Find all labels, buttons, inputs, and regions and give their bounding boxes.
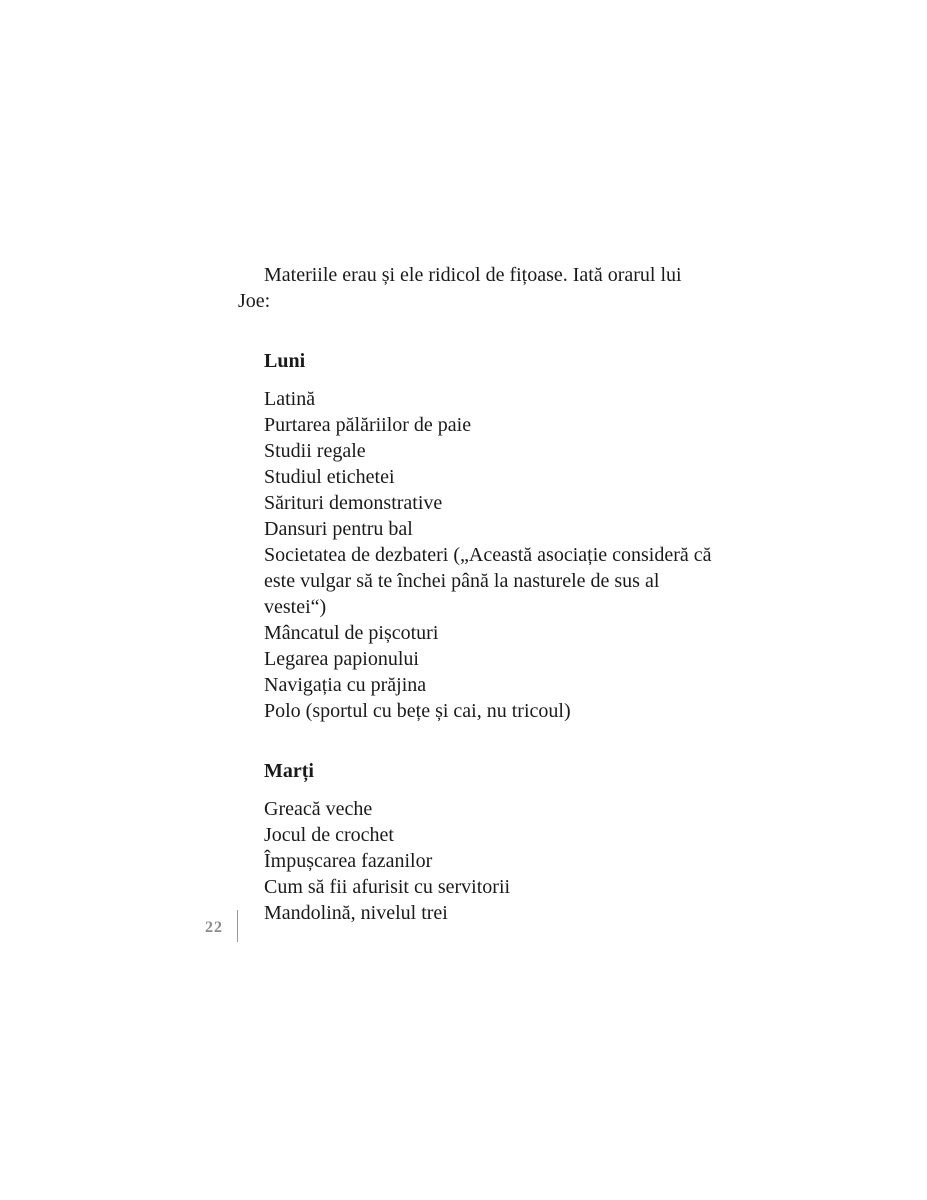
subject-list-monday <box>264 386 718 724</box>
subject-item: Societatea de dezbateri („Această asociație consideră că este vulgar să te închei până la nasturele de sus al vestei“) <box>264 544 712 618</box>
subject-item: Dansuri pentru bal <box>264 518 413 540</box>
subject-list-tuesday <box>264 796 718 926</box>
subject-item: Mandolină, nivelul trei <box>264 902 448 924</box>
day-heading-monday: Luni <box>264 350 306 372</box>
page-body <box>238 262 718 926</box>
page-number-divider <box>237 910 238 942</box>
subject-item: Navigația cu prăjina <box>264 674 427 696</box>
intro-paragraph: Materiile erau și ele ridicol de fițoase. Iată orarul lui Joe: <box>238 264 682 312</box>
subject-item: Legarea papionului <box>264 648 419 670</box>
subject-item: Polo (sportul cu bețe și cai, nu tricoul) <box>264 700 571 722</box>
subject-item: Studiul etichetei <box>264 466 395 488</box>
subject-item: Împușcarea fazanilor <box>264 850 433 872</box>
subject-item: Purtarea pălăriilor de paie <box>264 414 472 436</box>
subject-item: Latină <box>264 388 316 410</box>
subject-item: Greacă veche <box>264 798 373 820</box>
subject-item: Cum să fii afurisit cu servitorii <box>264 876 511 898</box>
subject-item: Studii regale <box>264 440 366 462</box>
day-heading-tuesday: Marți <box>264 760 314 782</box>
subject-item: Jocul de crochet <box>264 824 394 846</box>
subject-item: Sărituri demonstrative <box>264 492 443 514</box>
subject-item: Mâncatul de pișcoturi <box>264 622 439 644</box>
page-number: 22 <box>205 919 223 936</box>
